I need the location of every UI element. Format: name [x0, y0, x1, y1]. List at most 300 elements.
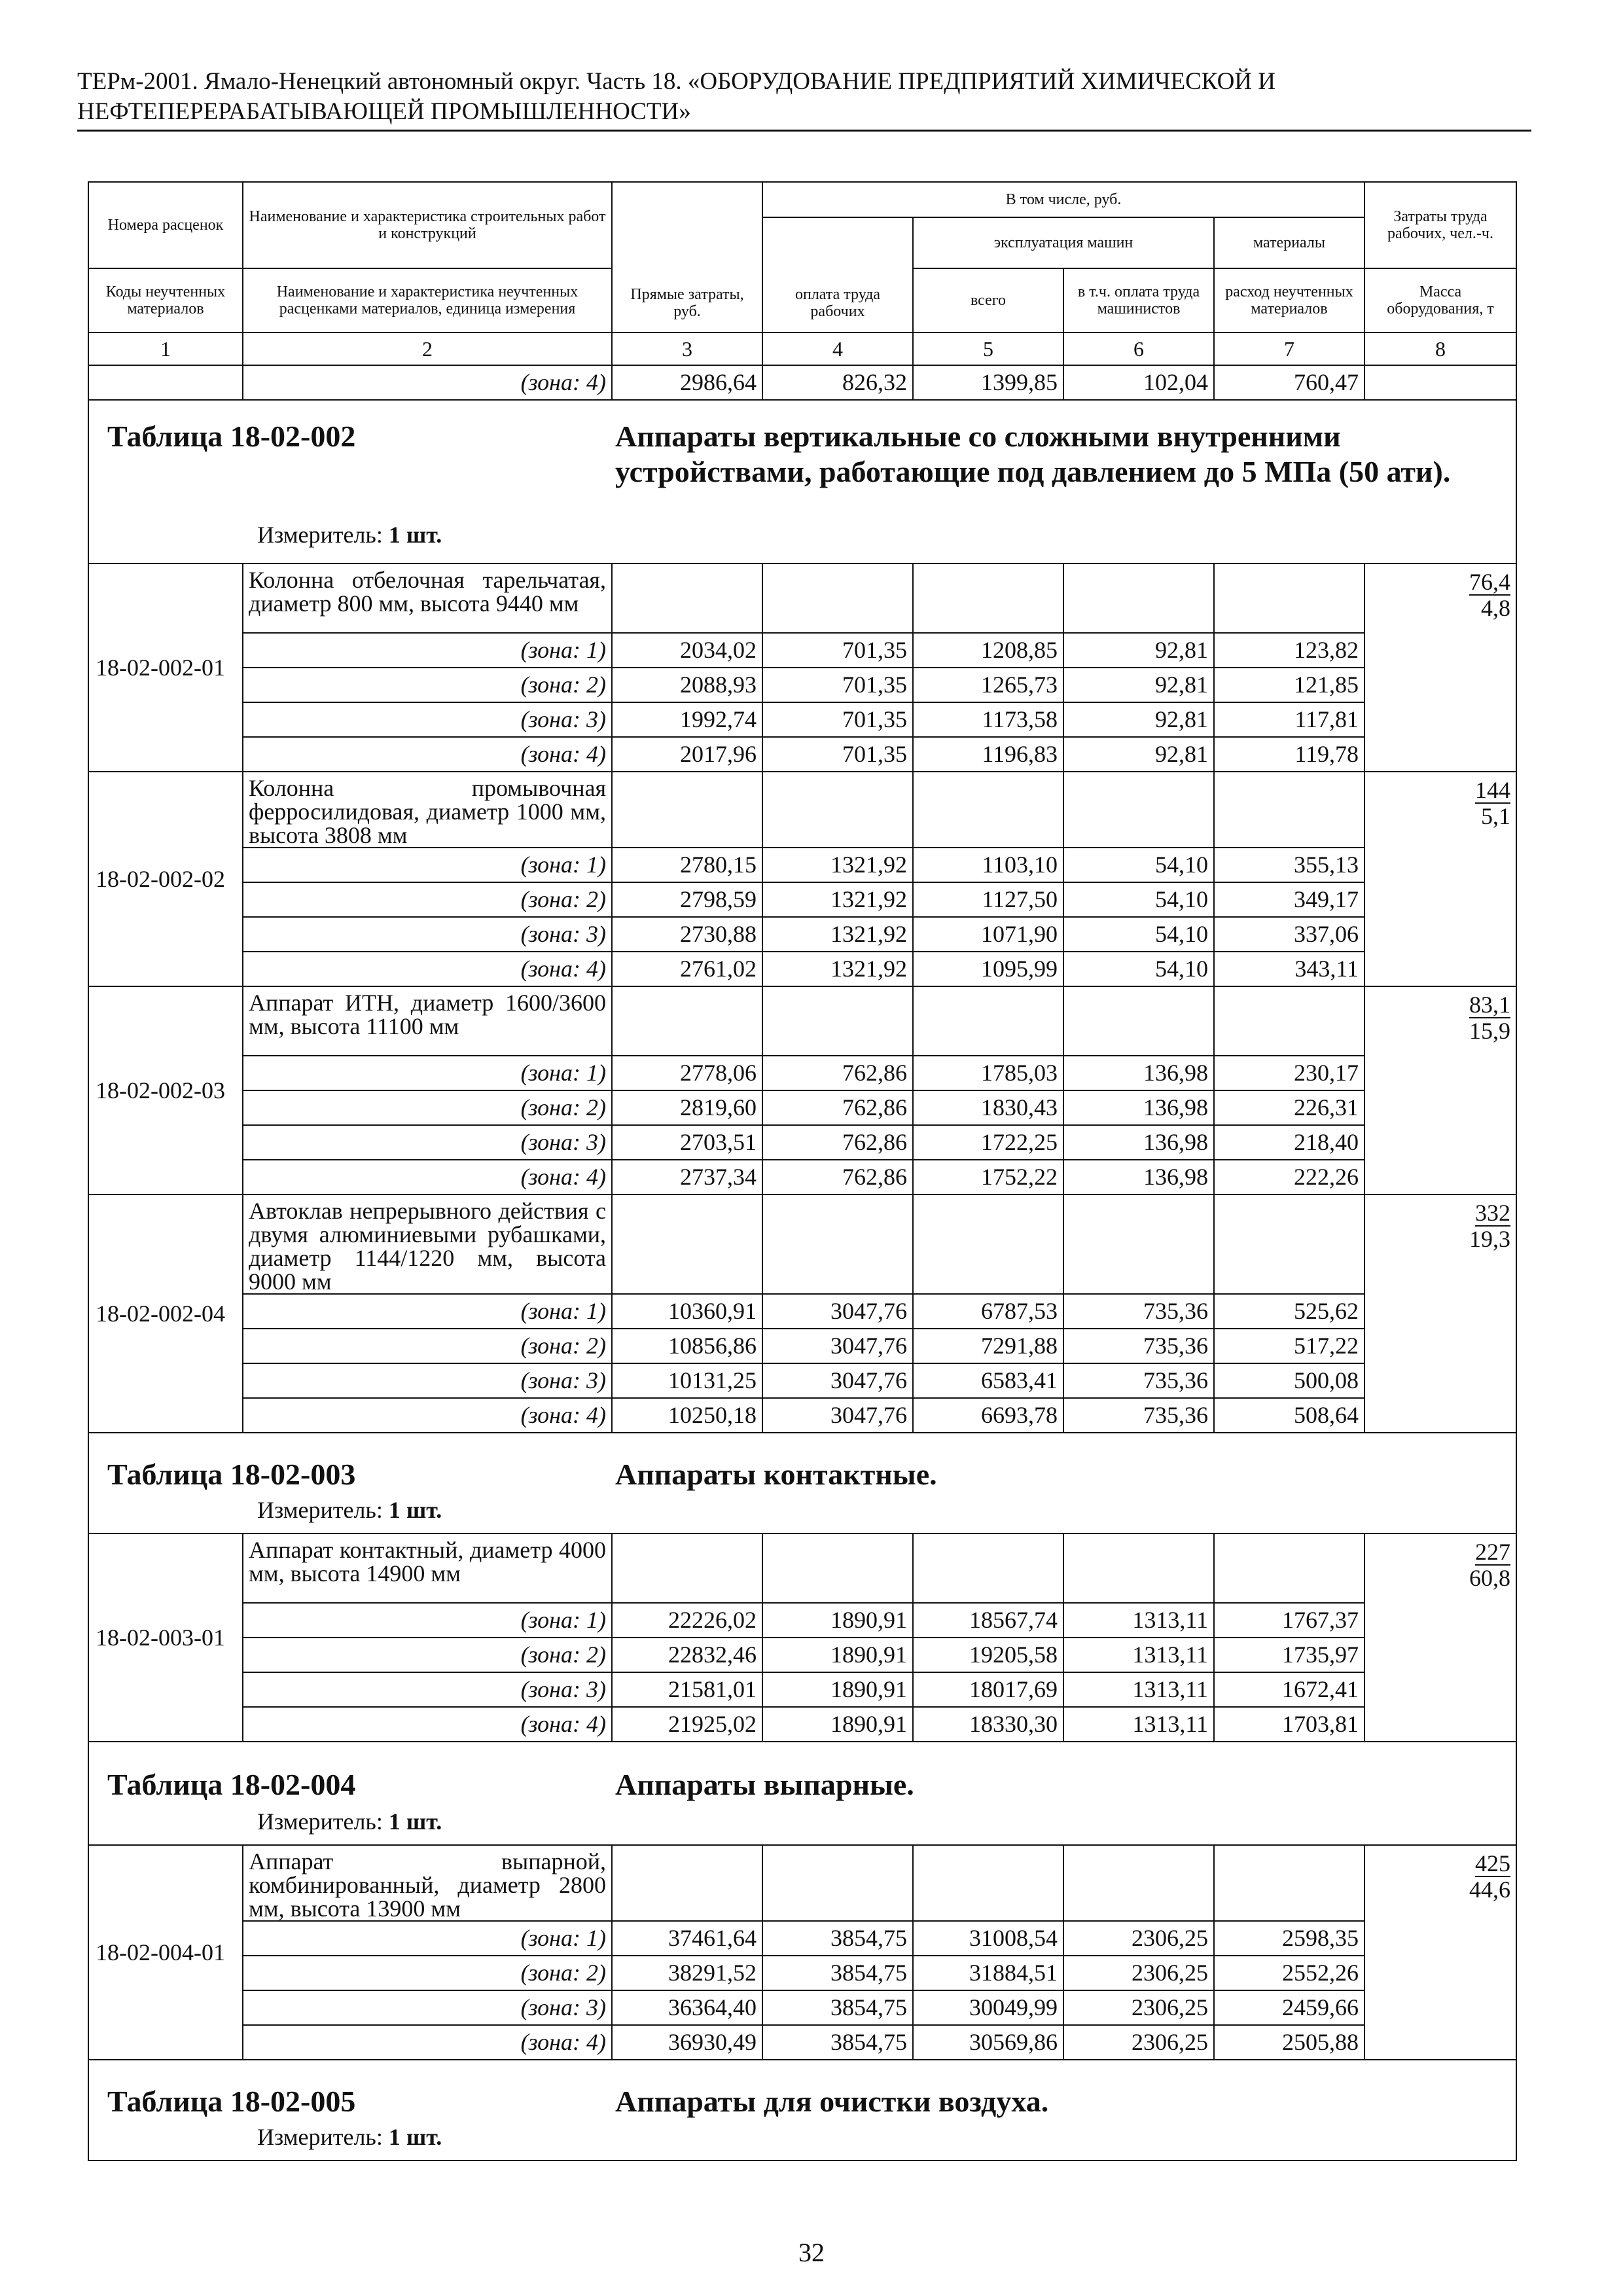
col4-header: оплата труда рабочих [762, 217, 913, 332]
direct-cost-cell: 2819,60 [612, 1090, 762, 1125]
zone-label: (зона: 1) [243, 1294, 612, 1329]
unit-value: 1 шт. [388, 1497, 442, 1523]
materials-cell: 355,13 [1214, 848, 1364, 882]
machines-total-cell: 6693,78 [913, 1398, 1063, 1433]
machines-total-cell: 1196,83 [913, 737, 1063, 772]
labor-mass-cell [1364, 986, 1516, 1194]
empty-cell [762, 1534, 913, 1603]
zone-row [88, 1294, 1516, 1329]
machines-total-cell: 1752,22 [913, 1160, 1063, 1194]
machines-total-cell: 1785,03 [913, 1056, 1063, 1090]
materials-cell: 2459,66 [1214, 1990, 1364, 2025]
empty-cell [913, 772, 1063, 848]
zone-row [88, 1090, 1516, 1125]
zone-row [88, 1921, 1516, 1956]
section-title-block [89, 2060, 1516, 2160]
column-number: 7 [1214, 332, 1364, 365]
zone-row [88, 1672, 1516, 1707]
machinist-pay-cell: 92,81 [1063, 702, 1214, 737]
work-name: Колонна промывочная ферросилидовая, диаметр 1000 мм, высота 3808 мм [243, 772, 612, 848]
section-title-block [89, 1433, 1516, 1533]
empty-cell [1214, 1845, 1364, 1921]
col5-header: всего [913, 268, 1063, 332]
labor-hours: 144 [1475, 777, 1510, 803]
materials-cell: 226,31 [1214, 1090, 1364, 1125]
empty-cell [612, 564, 762, 633]
labor-pay-cell: 3854,75 [762, 2025, 913, 2060]
machinist-pay-cell: 2306,25 [1063, 2025, 1214, 2060]
machinist-pay-cell: 735,36 [1063, 1363, 1214, 1398]
labor-pay-cell: 701,35 [762, 702, 913, 737]
materials-cell: 230,17 [1214, 1056, 1364, 1090]
labor-pay-cell: 3854,75 [762, 1921, 913, 1956]
rate-code: 18-02-002-04 [88, 1194, 243, 1433]
empty-cell [1063, 564, 1214, 633]
labor-pay-cell: 762,86 [762, 1160, 913, 1194]
zone-row [88, 1956, 1516, 1990]
labor-hours: 227 [1475, 1539, 1510, 1565]
machinist-pay-cell: 2306,25 [1063, 1921, 1214, 1956]
direct-cost-cell: 2778,06 [612, 1056, 762, 1090]
equipment-mass: 15,9 [1469, 1018, 1510, 1044]
empty-cell [762, 564, 913, 633]
labor-hours: 76,4 [1469, 569, 1510, 595]
col8-header-bottom: Масса оборудования, т [1364, 268, 1516, 332]
machinist-pay-cell: 54,10 [1063, 917, 1214, 952]
price-table [88, 181, 1516, 2161]
materials-cell: 1672,41 [1214, 1672, 1364, 1707]
zone-label: (зона: 3) [243, 702, 612, 737]
zone-row [88, 1990, 1516, 2025]
equipment-mass: 4,8 [1481, 595, 1510, 621]
direct-cost-cell: 37461,64 [612, 1921, 762, 1956]
labor-pay-cell: 1321,92 [762, 952, 913, 986]
materials-cell: 525,62 [1214, 1294, 1364, 1329]
zone-label: (зона: 1) [243, 633, 612, 668]
zone-row [88, 2025, 1516, 2060]
direct-cost-cell: 21581,01 [612, 1672, 762, 1707]
labor-pay-cell: 826,32 [762, 365, 913, 400]
table-row [88, 1534, 1516, 1603]
direct-cost-cell: 2034,02 [612, 633, 762, 668]
empty-cell [1214, 986, 1364, 1056]
section-title-block [89, 1742, 1516, 1844]
machinist-pay-cell: 1313,11 [1063, 1672, 1214, 1707]
zone-label: (зона: 4) [243, 2025, 612, 2060]
empty-cell [913, 986, 1063, 1056]
machines-total-cell: 18017,69 [913, 1672, 1063, 1707]
section-title-cell [88, 400, 1516, 564]
machinist-pay-cell: 102,04 [1063, 365, 1214, 400]
work-name: Аппарат контактный, диаметр 4000 мм, высота 14900 мм [243, 1534, 612, 1603]
rate-code: 18-02-002-03 [88, 986, 243, 1194]
zone-row [88, 917, 1516, 952]
zone-label: (зона: 3) [243, 1672, 612, 1707]
direct-cost-cell: 38291,52 [612, 1956, 762, 1990]
zone-row [88, 668, 1516, 702]
labor-pay-cell: 701,35 [762, 737, 913, 772]
work-name: Автоклав непрерывного действия с двумя алюминиевыми рубашками, диаметр 1144/1220 мм, высота 9000 мм [243, 1194, 612, 1294]
zone-row [88, 952, 1516, 986]
machines-total-cell: 1071,90 [913, 917, 1063, 952]
empty-cell [1214, 564, 1364, 633]
direct-cost-cell: 36930,49 [612, 2025, 762, 2060]
labor-pay-cell: 3854,75 [762, 1956, 913, 1990]
equipment-mass: 44,6 [1469, 1876, 1510, 1903]
materials-header: материалы [1214, 217, 1364, 268]
page-number: 32 [798, 2238, 825, 2267]
empty-cell [612, 772, 762, 848]
zone-label: (зона: 2) [243, 1638, 612, 1672]
machinist-pay-cell: 54,10 [1063, 848, 1214, 882]
empty-cell [1063, 772, 1214, 848]
empty-cell [1063, 986, 1214, 1056]
unit-value: 1 шт. [388, 1808, 442, 1835]
empty-cell [762, 986, 913, 1056]
table-row [88, 772, 1516, 848]
zone-label: (зона: 3) [243, 917, 612, 952]
labor-pay-cell: 701,35 [762, 668, 913, 702]
rate-code: 18-02-004-01 [88, 1845, 243, 2060]
labor-mass-cell [1364, 772, 1516, 986]
labor-mass-cell [1364, 1534, 1516, 1742]
machines-total-cell: 1722,25 [913, 1125, 1063, 1160]
section-code: Таблица 18-02-002 [107, 420, 356, 453]
col1-header-bottom: Коды неучтенных материалов [88, 268, 243, 332]
zone-row [88, 1707, 1516, 1742]
section-code: Таблица 18-02-003 [107, 1458, 356, 1491]
unit-label: Измеритель: [257, 1497, 383, 1523]
zone-label: (зона: 1) [243, 1921, 612, 1956]
empty-cell [762, 1845, 913, 1921]
work-name: Колонна отбелочная тарельчатая, диаметр 800 мм, высота 9440 мм [243, 564, 612, 633]
machines-total-cell: 18567,74 [913, 1603, 1063, 1638]
labor-pay-cell: 1321,92 [762, 917, 913, 952]
section-unit [257, 521, 442, 548]
section-title: Аппараты вертикальные со сложными внутренними устройствами, работающие под давлением до 5 МПа (50 ати). [615, 420, 1451, 488]
machines-total-cell: 31884,51 [913, 1956, 1063, 1990]
machinist-pay-cell: 136,98 [1063, 1090, 1214, 1125]
direct-cost-cell: 21925,02 [612, 1707, 762, 1742]
materials-cell: 2598,35 [1214, 1921, 1364, 1956]
section-unit [257, 2123, 442, 2151]
column-number: 6 [1063, 332, 1214, 365]
direct-cost-cell: 10131,25 [612, 1363, 762, 1398]
table-row [88, 1845, 1516, 1921]
machinist-pay-cell: 1313,11 [1063, 1638, 1214, 1672]
zone-row [88, 633, 1516, 668]
materials-cell: 508,64 [1214, 1398, 1364, 1433]
zone-label: (зона: 1) [243, 848, 612, 882]
direct-cost-cell: 22832,46 [612, 1638, 762, 1672]
materials-cell: 760,47 [1214, 365, 1364, 400]
materials-cell: 349,17 [1214, 882, 1364, 917]
unit-label: Измеритель: [257, 1808, 383, 1835]
direct-cost-cell: 2703,51 [612, 1125, 762, 1160]
zone-row [88, 848, 1516, 882]
machinist-pay-cell: 92,81 [1063, 633, 1214, 668]
empty-cell [762, 1194, 913, 1294]
zone-row [88, 1329, 1516, 1363]
unit-label: Измеритель: [257, 2124, 383, 2150]
machinist-pay-cell: 136,98 [1063, 1056, 1214, 1090]
table-section-header [88, 1742, 1516, 1845]
machinist-pay-cell: 1313,11 [1063, 1603, 1214, 1638]
zone-label: (зона: 4) [243, 1398, 612, 1433]
section-unit [257, 1808, 442, 1835]
section-title: Аппараты для очистки воздуха. [615, 2085, 1049, 2118]
machinist-pay-cell: 2306,25 [1063, 1956, 1214, 1990]
materials-cell: 1703,81 [1214, 1707, 1364, 1742]
section-code: Таблица 18-02-005 [107, 2085, 356, 2118]
col8-header-top: Затраты труда рабочих, чел.-ч. [1364, 182, 1516, 268]
machines-total-cell: 7291,88 [913, 1329, 1063, 1363]
materials-cell: 2552,26 [1214, 1956, 1364, 1990]
carry-over-row [88, 365, 1516, 400]
column-number: 5 [913, 332, 1063, 365]
materials-cell: 2505,88 [1214, 2025, 1364, 2060]
labor-pay-cell: 1321,92 [762, 882, 913, 917]
machines-header: эксплуатация машин [913, 217, 1214, 268]
labor-pay-cell: 3047,76 [762, 1294, 913, 1329]
machinist-pay-cell: 1313,11 [1063, 1707, 1214, 1742]
zone-row [88, 1603, 1516, 1638]
labor-mass-cell [1364, 1194, 1516, 1433]
section-code: Таблица 18-02-004 [107, 1768, 356, 1801]
direct-cost-cell: 2986,64 [612, 365, 762, 400]
machinist-pay-cell: 136,98 [1063, 1125, 1214, 1160]
running-header [77, 67, 1531, 132]
labor-pay-cell: 701,35 [762, 633, 913, 668]
machines-total-cell: 1173,58 [913, 702, 1063, 737]
section-title-cell [88, 2060, 1516, 2161]
materials-cell: 1767,37 [1214, 1603, 1364, 1638]
labor-mass-cell [1364, 1845, 1516, 2060]
machines-total-cell: 30049,99 [913, 1990, 1063, 2025]
col1-header-top: Номера расценок [88, 182, 243, 268]
machinist-pay-cell: 92,81 [1063, 737, 1214, 772]
machines-total-cell: 1127,50 [913, 882, 1063, 917]
zone-label: (зона: 4) [243, 1160, 612, 1194]
direct-cost-cell: 10250,18 [612, 1398, 762, 1433]
labor-pay-cell: 762,86 [762, 1125, 913, 1160]
zone-label: (зона: 4) [243, 737, 612, 772]
zone-label: (зона: 4) [243, 1707, 612, 1742]
unit-value: 1 шт. [388, 2124, 442, 2150]
zone-label: (зона: 1) [243, 1603, 612, 1638]
section-title-cell [88, 1433, 1516, 1534]
labor-pay-cell: 1890,91 [762, 1672, 913, 1707]
unit-value: 1 шт. [388, 522, 442, 548]
zone-row [88, 737, 1516, 772]
empty-cell [1214, 1534, 1364, 1603]
direct-cost-cell: 2761,02 [612, 952, 762, 986]
empty-cell [612, 1194, 762, 1294]
empty-cell [762, 772, 913, 848]
column-number-row [88, 332, 1516, 365]
materials-cell: 337,06 [1214, 917, 1364, 952]
table-section-header [88, 1433, 1516, 1534]
machines-total-cell: 1830,43 [913, 1090, 1063, 1125]
machines-total-cell: 31008,54 [913, 1921, 1063, 1956]
materials-cell: 1735,97 [1214, 1638, 1364, 1672]
direct-cost-cell: 1992,74 [612, 702, 762, 737]
section-title-cell [88, 1742, 1516, 1845]
direct-cost-cell: 36364,40 [612, 1990, 762, 2025]
zone-label: (зона: 2) [243, 1090, 612, 1125]
section-title: Аппараты выпарные. [615, 1768, 914, 1801]
section-title-block [89, 401, 1516, 563]
zone-row [88, 1125, 1516, 1160]
equipment-mass: 5,1 [1481, 803, 1510, 829]
unit-label: Измеритель: [257, 522, 383, 548]
zone-label: (зона: 2) [243, 882, 612, 917]
zone-row [88, 702, 1516, 737]
empty-cell [913, 1194, 1063, 1294]
rate-code: 18-02-002-02 [88, 772, 243, 986]
machinist-pay-cell: 92,81 [1063, 668, 1214, 702]
labor-pay-cell: 3854,75 [762, 1990, 913, 2025]
machines-total-cell: 1208,85 [913, 633, 1063, 668]
incl-header: В том числе, руб. [762, 182, 1364, 217]
direct-cost-cell: 10856,86 [612, 1329, 762, 1363]
machines-total-cell: 1103,10 [913, 848, 1063, 882]
materials-cell: 517,22 [1214, 1329, 1364, 1363]
zone-row [88, 1363, 1516, 1398]
empty-cell [913, 1845, 1063, 1921]
labor-pay-cell: 762,86 [762, 1090, 913, 1125]
machines-total-cell: 1265,73 [913, 668, 1063, 702]
header-line-2: НЕФТЕПЕРЕРАБАТЫВАЮЩЕЙ ПРОМЫШЛЕННОСТИ» [77, 98, 691, 125]
empty-cell [612, 986, 762, 1056]
column-number: 3 [612, 332, 762, 365]
machinist-pay-cell: 735,36 [1063, 1398, 1214, 1433]
table-section-header [88, 400, 1516, 564]
direct-cost-cell: 2798,59 [612, 882, 762, 917]
column-number: 2 [243, 332, 612, 365]
zone-label: (зона: 4) [243, 952, 612, 986]
labor-pay-cell: 3047,76 [762, 1363, 913, 1398]
materials-cell: 218,40 [1214, 1125, 1364, 1160]
empty-cell [1214, 772, 1364, 848]
col6-header: в т.ч. оплата труда машинистов [1063, 268, 1214, 332]
machines-total-cell: 1095,99 [913, 952, 1063, 986]
machinist-pay-cell: 735,36 [1063, 1329, 1214, 1363]
zone-row [88, 1398, 1516, 1433]
machinist-pay-cell: 54,10 [1063, 882, 1214, 917]
empty-cell [1214, 1194, 1364, 1294]
column-number: 8 [1364, 332, 1516, 365]
machines-total-cell: 19205,58 [913, 1638, 1063, 1672]
machines-total-cell: 30569,86 [913, 2025, 1063, 2060]
labor-pay-cell: 3047,76 [762, 1329, 913, 1363]
direct-cost-cell: 10360,91 [612, 1294, 762, 1329]
labor-pay-cell: 1890,91 [762, 1603, 913, 1638]
materials-cell: 123,82 [1214, 633, 1364, 668]
empty-cell [913, 564, 1063, 633]
header-line-1: ТЕРм-2001. Ямало-Ненецкий автономный округ. Часть 18. «ОБОРУДОВАНИЕ ПРЕДПРИЯТИЙ ХИМИЧЕСКОЙ И [77, 68, 1275, 95]
zone-row [88, 1638, 1516, 1672]
zone-row [88, 1160, 1516, 1194]
table-row [88, 564, 1516, 633]
machinist-pay-cell: 2306,25 [1063, 1990, 1214, 2025]
materials-cell: 121,85 [1214, 668, 1364, 702]
rate-code: 18-02-003-01 [88, 1534, 243, 1742]
direct-cost-cell: 22226,02 [612, 1603, 762, 1638]
machines-total-cell: 6787,53 [913, 1294, 1063, 1329]
section-title: Аппараты контактные. [615, 1458, 937, 1491]
work-name: Аппарат ИТН, диаметр 1600/3600 мм, высота 11100 мм [243, 986, 612, 1056]
zone-label: (зона: 3) [243, 1363, 612, 1398]
materials-cell: 119,78 [1214, 737, 1364, 772]
materials-cell: 117,81 [1214, 702, 1364, 737]
labor-pay-cell: 1890,91 [762, 1707, 913, 1742]
empty-cell [612, 1534, 762, 1603]
machinist-pay-cell: 735,36 [1063, 1294, 1214, 1329]
empty-cell [913, 1534, 1063, 1603]
machines-total-cell: 6583,41 [913, 1363, 1063, 1398]
table-row [88, 1194, 1516, 1294]
col2-header-bottom: Наименование и характеристика неучтенных расценками материалов, единица измерения [243, 268, 612, 332]
machines-total-cell: 1399,85 [913, 365, 1063, 400]
empty-cell [88, 365, 243, 400]
labor-hours: 332 [1475, 1200, 1510, 1226]
zone-label: (зона: 2) [243, 668, 612, 702]
col7-header: расход неучтенных материалов [1214, 268, 1364, 332]
labor-pay-cell: 762,86 [762, 1056, 913, 1090]
equipment-mass: 19,3 [1469, 1226, 1510, 1252]
labor-pay-cell: 3047,76 [762, 1398, 913, 1433]
materials-cell: 500,08 [1214, 1363, 1364, 1398]
col2-header-top: Наименование и характеристика строительных работ и конструкций [243, 182, 612, 268]
column-number: 1 [88, 332, 243, 365]
labor-pay-cell: 1321,92 [762, 848, 913, 882]
zone-label: (зона: 1) [243, 1056, 612, 1090]
direct-cost-cell: 2737,34 [612, 1160, 762, 1194]
equipment-mass: 60,8 [1469, 1565, 1510, 1591]
labor-mass-cell [1364, 564, 1516, 772]
zone-label: (зона: 3) [243, 1125, 612, 1160]
zone-row [88, 1056, 1516, 1090]
empty-cell [1063, 1194, 1214, 1294]
rate-code: 18-02-002-01 [88, 564, 243, 772]
column-number: 4 [762, 332, 913, 365]
work-name: Аппарат выпарной, комбинированный, диаметр 2800 мм, высота 13900 мм [243, 1845, 612, 1921]
zone-row [88, 882, 1516, 917]
direct-cost-cell: 2780,15 [612, 848, 762, 882]
zone-label: (зона: 2) [243, 1956, 612, 1990]
table-row [88, 986, 1516, 1056]
table-section-header [88, 2060, 1516, 2161]
section-unit [257, 1496, 442, 1524]
machinist-pay-cell: 136,98 [1063, 1160, 1214, 1194]
direct-cost-cell: 2017,96 [612, 737, 762, 772]
empty-cell [1063, 1534, 1214, 1603]
direct-cost-cell: 2730,88 [612, 917, 762, 952]
empty-cell [1364, 365, 1516, 400]
zone-label: (зона: 2) [243, 1329, 612, 1363]
materials-cell: 222,26 [1214, 1160, 1364, 1194]
machines-total-cell: 18330,30 [913, 1707, 1063, 1742]
zone-label: (зона: 3) [243, 1990, 612, 2025]
materials-cell: 343,11 [1214, 952, 1364, 986]
empty-cell [1063, 1845, 1214, 1921]
labor-hours: 83,1 [1469, 992, 1510, 1018]
direct-cost-cell: 2088,93 [612, 668, 762, 702]
col3-header: Прямые затраты, руб. [612, 182, 762, 332]
labor-pay-cell: 1890,91 [762, 1638, 913, 1672]
zone-label: (зона: 4) [243, 365, 612, 400]
